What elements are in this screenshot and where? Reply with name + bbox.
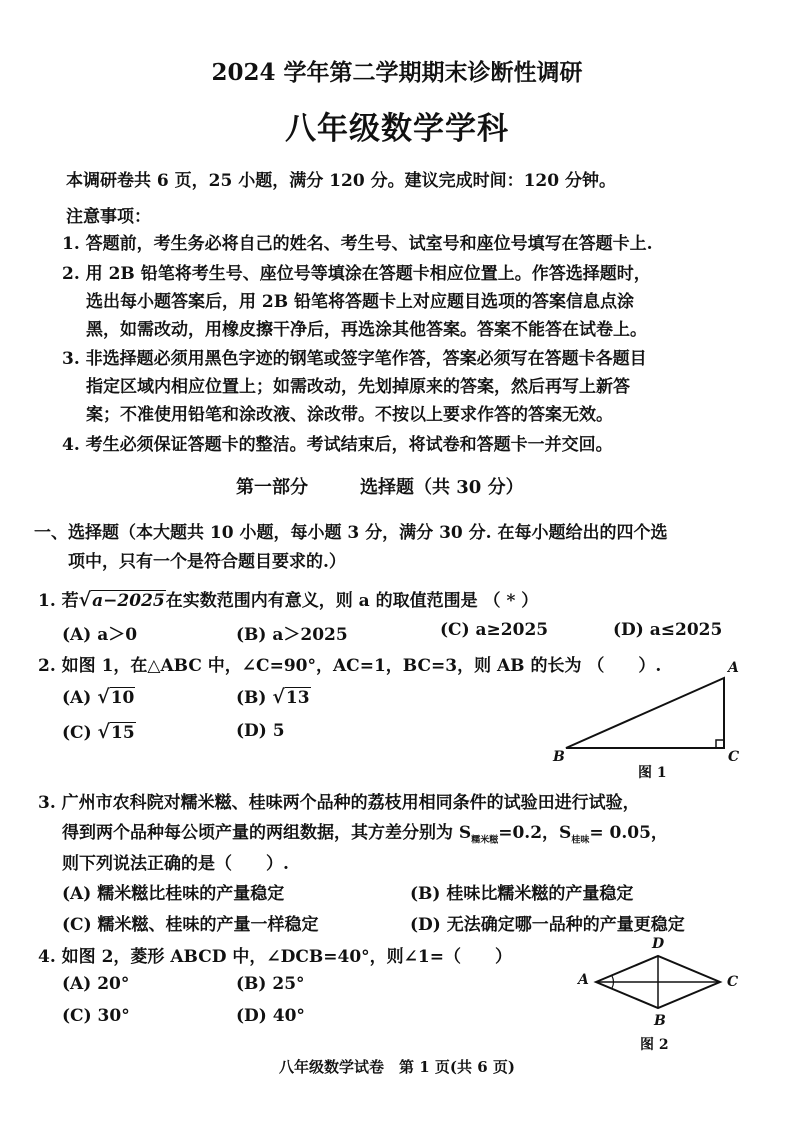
note-3-line-1: 3. 非选择题必须用黑色字迹的钢笔或签字笔作答，答案必须写在答题卡各题目 <box>62 349 647 369</box>
part-one-label: 第一部分 <box>236 477 308 498</box>
q1-radicand: a−2025 <box>92 591 165 611</box>
q2-option-d: (D) 5 <box>236 721 285 741</box>
intro-text: 本调研卷共 6 页，25 小题，满分 120 分。建议完成时间：120 分钟。 <box>66 171 616 191</box>
fig2-vertex-d: D <box>652 936 665 952</box>
q2-option-b-radicand: 13 <box>285 688 310 708</box>
question-2-stem: 2. 如图 1，在△ABC 中，∠C=90°，AC=1，BC=3，则 AB 的长为 （ ）. <box>38 656 662 676</box>
question-3-line-2 <box>62 818 668 845</box>
fig2-vertex-c: C <box>727 974 739 990</box>
q2-option-c-label: (C) <box>62 723 92 743</box>
figure-1-triangle <box>560 674 730 754</box>
section-one-line-2: 项中，只有一个是符合题目要求的.） <box>68 552 346 572</box>
question-3-line-3: 则下列说法正确的是（ ）. <box>62 854 289 874</box>
q3-variance-prefix: 得到两个品种每公顷产量的两组数据，其方差分别为 S <box>62 823 472 843</box>
notes-heading: 注意事项： <box>66 207 151 227</box>
q2-option-a-radicand: 10 <box>110 688 135 708</box>
q4-option-b: (B) 25° <box>236 974 305 994</box>
q1-option-a: (A) a＞0 <box>62 625 138 645</box>
note-3-line-2: 指定区域内相应位置上；如需改动，先划掉原来的答案，然后再写上新答 <box>86 377 630 397</box>
q3-option-b: (B) 桂味比糯米糍的产量稳定 <box>410 884 634 904</box>
q2-option-a-label: (A) <box>62 688 92 708</box>
sqrt-sign-icon: √ <box>272 686 285 708</box>
fig1-vertex-a: A <box>728 660 739 676</box>
q1-suffix: 在实数范围内有意义，则 a 的取值范围是 （ * ） <box>165 591 539 611</box>
fig2-caption: 图 2 <box>640 1037 669 1053</box>
note-2-line-3: 黑，如需改动，用橡皮擦干净后，再选涂其他答案。答案不能答在试卷上。 <box>86 320 647 340</box>
note-3-line-3: 案；不准使用铅笔和涂改液、涂改带。不按以上要求作答的答案无效。 <box>86 405 613 425</box>
question-1-stem <box>38 586 538 611</box>
q4-option-d: (D) 40° <box>236 1006 305 1026</box>
exam-title: 2024 学年第二学期期末诊断性调研 <box>211 59 583 86</box>
q2-option-c-radicand: 15 <box>111 723 135 743</box>
q3-variance-sub-2: 桂味 <box>571 835 590 846</box>
question-3-line-1: 3. 广州市农科院对糯米糍、桂味两个品种的荔枝用相同条件的试验田进行试验， <box>38 793 640 813</box>
page-footer: 八年级数学试卷 第 1 页(共 6 页) <box>279 1058 515 1076</box>
q3-variance-sub-1: 糯米糍 <box>471 835 499 846</box>
fig1-caption: 图 1 <box>638 765 667 781</box>
section-one-line-1: 一、选择题（本大题共 10 小题，每小题 3 分，满分 30 分. 在每小题给出的四个选 <box>34 523 668 543</box>
fig1-vertex-b: B <box>553 749 565 765</box>
q2-option-b <box>236 686 311 708</box>
q2-option-c <box>62 721 136 743</box>
note-4: 4. 考生必须保证答题卡的整洁。考试结束后，将试卷和答题卡一并交回。 <box>62 435 613 455</box>
sqrt-sign-icon: √ <box>97 721 111 743</box>
fig2-vertex-b: B <box>654 1013 666 1029</box>
q1-option-b: (B) a＞2025 <box>236 625 348 645</box>
note-2-line-1: 2. 用 2B 铅笔将考生号、座位号等填涂在答题卡相应位置上。作答选择题时， <box>62 264 651 284</box>
fig1-vertex-c: C <box>728 749 740 765</box>
sqrt-sign-icon: √ <box>78 589 92 611</box>
q3-option-c: (C) 糯米糍、桂味的产量一样稳定 <box>62 915 319 935</box>
q1-prefix: 1. 若 <box>38 591 79 611</box>
q3-variance-mid: =0.2，S <box>498 823 572 843</box>
q2-option-a <box>62 686 135 708</box>
q2-option-b-label: (B) <box>236 688 267 708</box>
subject-title: 八年级数学学科 <box>285 111 509 147</box>
q4-option-a: (A) 20° <box>62 974 130 994</box>
q1-option-d: (D) a≤2025 <box>613 620 723 640</box>
sqrt-sign-icon: √ <box>97 686 110 708</box>
note-2-line-2: 选出每小题答案后，用 2B 铅笔将答题卡上对应题目选项的答案信息点涂 <box>86 292 635 312</box>
figure-2-rhombus <box>590 950 730 1016</box>
q3-variance-suffix: = 0.05， <box>589 823 668 843</box>
fig2-vertex-a: A <box>578 972 589 988</box>
q3-option-a: (A) 糯米糍比桂味的产量稳定 <box>62 884 285 904</box>
note-1: 1. 答题前，考生务必将自己的姓名、考生号、试室号和座位号填写在答题卡上. <box>62 234 653 254</box>
q3-option-d: (D) 无法确定哪一品种的产量更稳定 <box>410 915 685 935</box>
q1-option-c: (C) a≥2025 <box>440 620 549 640</box>
part-one-title: 选择题（共 30 分） <box>360 477 524 498</box>
question-4-stem: 4. 如图 2，菱形 ABCD 中，∠DCB=40°，则∠1=（ ） <box>38 947 512 967</box>
q4-option-c: (C) 30° <box>62 1006 130 1026</box>
